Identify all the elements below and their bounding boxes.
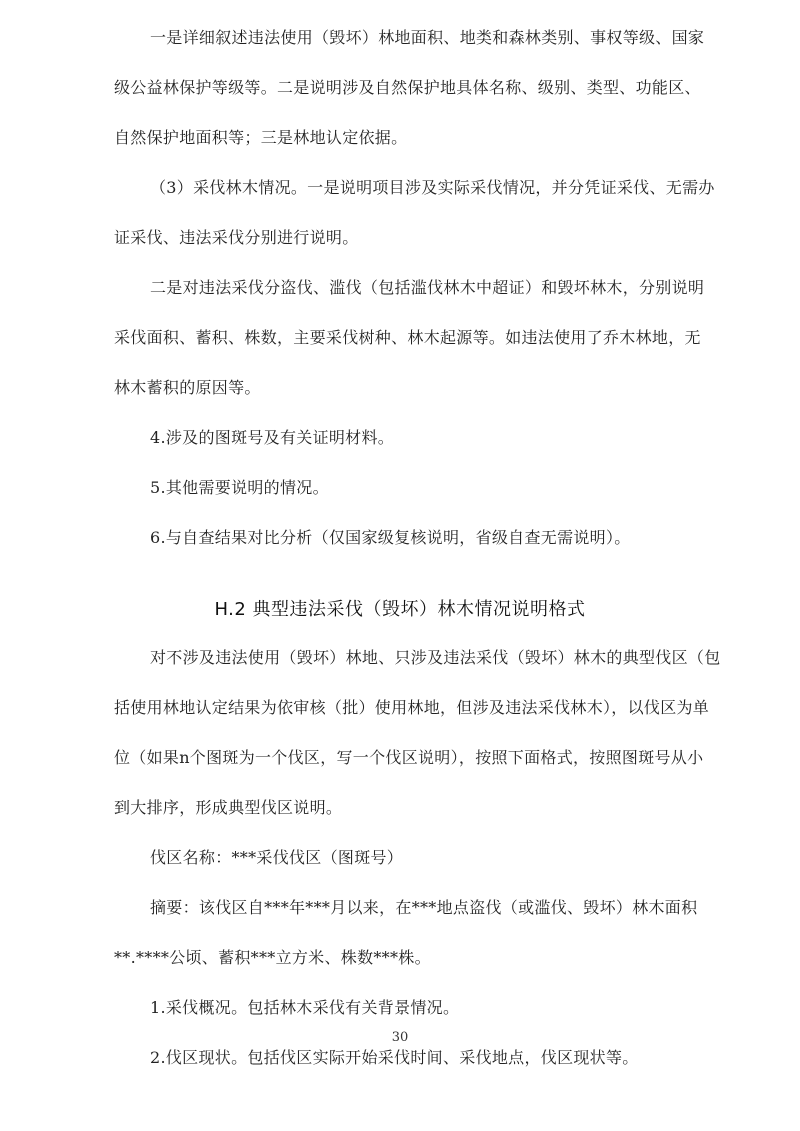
paragraph-line: 二是对违法采伐分盗伐、滥伐（包括滥伐林木中超证）和毁坏林木，分别说明	[150, 278, 705, 297]
paragraph-line: 摘要：该伐区自***年***月以来，在***地点盗伐（或滥伐、毁坏）林木面积	[150, 898, 698, 917]
paragraph-line: 证采伐、违法采伐分别进行说明。	[114, 228, 359, 247]
paragraph-line: 伐区名称：***采伐伐区（图斑号）	[150, 848, 404, 867]
page-number: 30	[391, 1030, 409, 1045]
paragraph-line: 林木蓄积的原因等。	[114, 378, 261, 397]
paragraph-line: 1.采伐概况。包括林木采伐有关背景情况。	[150, 998, 460, 1017]
paragraph-line: **.****公顷、蓄积***立方米、株数***株。	[114, 948, 431, 967]
paragraph-line: 位（如果n个图斑为一个伐区，写一个伐区说明），按照下面格式，按照图斑号从小	[114, 748, 704, 767]
paragraph-line: 2.伐区现状。包括伐区实际开始采伐时间、采伐地点，伐区现状等。	[150, 1048, 639, 1067]
paragraph-line: 4.涉及的图斑号及有关证明材料。	[150, 428, 395, 447]
paragraph-line: （3）采伐林木情况。一是说明项目涉及实际采伐情况，并分凭证采伐、无需办	[150, 178, 715, 197]
paragraph-line: 自然保护地面积等；三是林地认定依据。	[114, 128, 408, 147]
paragraph-line: 一是详细叙述违法使用（毁坏）林地面积、地类和森林类别、事权等级、国家	[150, 28, 705, 47]
paragraph-line: 到大排序，形成典型伐区说明。	[114, 798, 343, 817]
paragraph-line: 级公益林保护等级等。二是说明涉及自然保护地具体名称、级别、类型、功能区、	[114, 78, 701, 97]
paragraph-line: 括使用林地认定结果为依审核（批）使用林地，但涉及违法采伐林木），以伐区为单	[114, 698, 710, 717]
paragraph-line: 5.其他需要说明的情况。	[150, 478, 329, 497]
paragraph-line: 对不涉及违法使用（毁坏）林地、只涉及违法采伐（毁坏）林木的典型伐区（包	[150, 648, 721, 667]
section-heading: H.2 典型违法采伐（毁坏）林木情况说明格式	[214, 599, 586, 620]
paragraph-line: 6.与自查结果对比分析（仅国家级复核说明，省级自查无需说明）。	[150, 528, 631, 547]
paragraph-line: 采伐面积、蓄积、株数，主要采伐树种、林木起源等。如违法使用了乔木林地，无	[114, 328, 701, 347]
